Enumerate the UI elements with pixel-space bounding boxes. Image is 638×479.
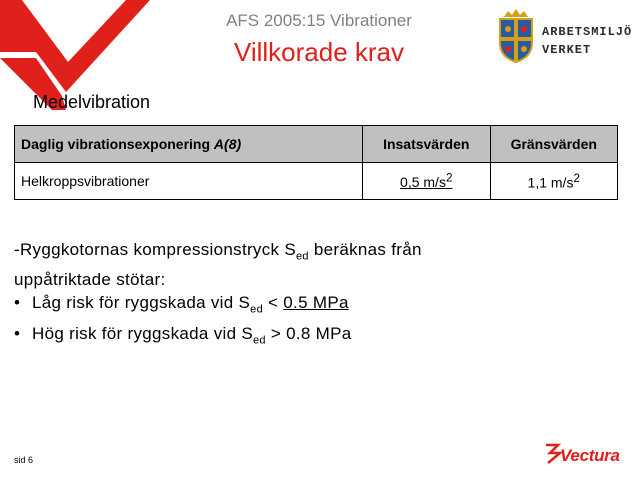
agency-name-line1: ARBETSMILJÖ bbox=[542, 25, 633, 39]
cell-limit-value bbox=[490, 163, 618, 200]
body-line-1: -Ryggkotornas kompressionstryck $S_{ed}$ beräknas från bbox=[14, 240, 422, 263]
row-label: Helkroppsvibrationer bbox=[15, 163, 363, 200]
header-exposure-label: Daglig vibrationsexponering bbox=[21, 136, 214, 152]
table-row bbox=[15, 163, 618, 200]
header-limit-value: Gränsvärden bbox=[490, 126, 618, 163]
header-exposure-symbol: A(8) bbox=[213, 136, 242, 152]
agency-name-line2: VERKET bbox=[542, 43, 592, 57]
action-value-text: 0,5 $m/s^2$ bbox=[400, 171, 453, 191]
vectura-logo bbox=[540, 440, 630, 470]
page-number: sid 6 bbox=[14, 455, 34, 465]
arbetsmiljoverket-logo bbox=[496, 7, 631, 67]
table-header-row bbox=[15, 126, 618, 163]
body-line-2: uppåtriktade stötar: bbox=[14, 270, 166, 290]
cell-action-value bbox=[363, 163, 491, 200]
kicker-title: AFS 2005:15 Vibrationer bbox=[226, 11, 412, 30]
header-action-value: Insatsvärden bbox=[363, 126, 491, 163]
page-title: Villkorade krav bbox=[233, 37, 405, 67]
vibration-table bbox=[14, 125, 618, 200]
header-exposure bbox=[15, 126, 363, 163]
vectura-wordmark: Vectura bbox=[560, 446, 620, 465]
limit-unit-power: 2 bbox=[573, 171, 580, 185]
limit-value-text: 1,1 m/s bbox=[527, 174, 574, 191]
bullet-low-risk: • Låg risk för ryggskada vid $S_{ed} < 0.5$ MPa bbox=[14, 291, 422, 321]
coat-of-arms-icon bbox=[496, 7, 536, 63]
section-heading: Medelvibration bbox=[33, 92, 151, 112]
bullet-high-risk: • Hög risk för ryggskada vid $S_{ed} > 0.8$ MPa bbox=[14, 322, 422, 352]
body-text bbox=[14, 238, 422, 352]
